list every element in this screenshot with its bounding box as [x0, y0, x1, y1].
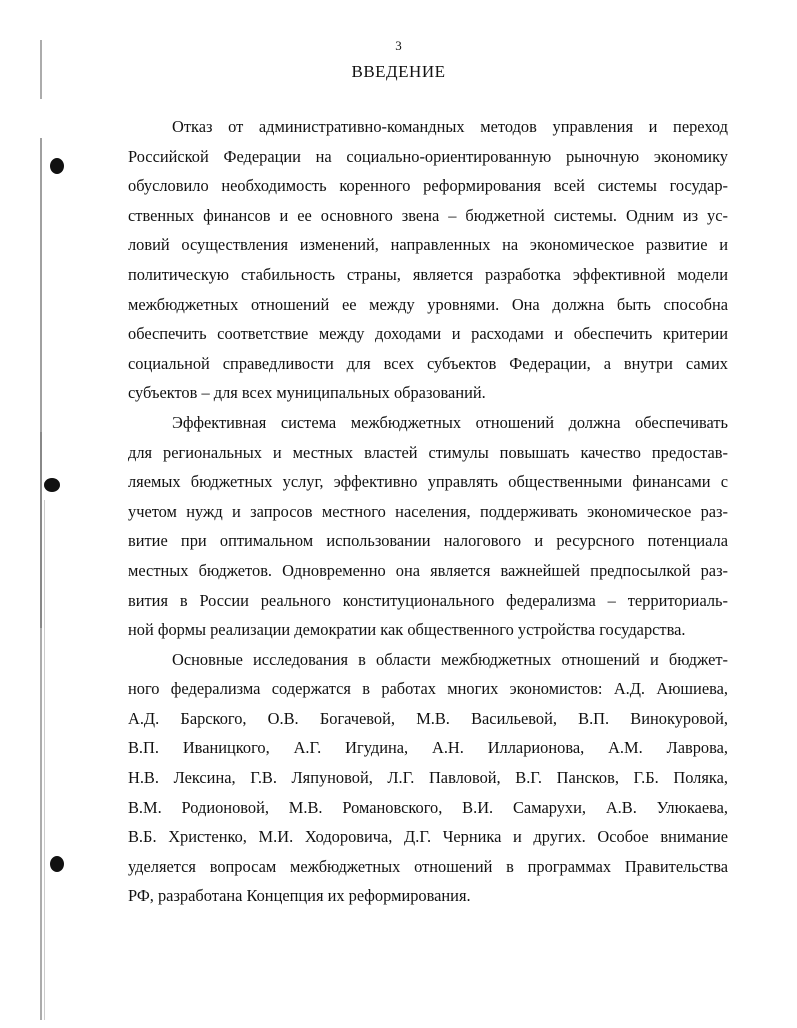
paragraph [128, 112, 728, 408]
text-line: РФ, разработана Концепция их реформирования. [128, 886, 471, 906]
page-number: 3 [395, 38, 402, 53]
scan-edge-artifact [40, 40, 42, 1020]
text-line: межбюджетных отношений ее между уровнями. Она должна быть способна [128, 294, 728, 314]
text-line: местных бюджетов. Одновременно она является важнейшей предпосылкой раз- [128, 560, 728, 580]
text-line: ной формы реализации демократии как общественного устройства государства. [128, 620, 686, 640]
text-line: В.М. Родионовой, М.В. Романовского, В.И. Самарухи, А.В. Улюкаева, [128, 797, 728, 817]
text-line: вития в России реального конституционального федерализма – территориаль- [128, 590, 728, 610]
text-line: Отказ от административно-командных методов управления и переход [172, 117, 728, 136]
text-line: Н.В. Лексина, Г.В. Ляпуновой, Л.Г. Павловой, В.Г. Пансков, Г.Б. Поляка, [128, 768, 728, 788]
text-line: ственных финансов и ее основного звена – бюджетной системы. Одним из ус- [128, 205, 728, 225]
text-line: субъектов – для всех муниципальных образований. [128, 383, 486, 403]
text-line: В.Б. Христенко, М.И. Ходоровича, Д.Г. Черника и других. Особое внимание [128, 827, 728, 847]
text-line: обеспечить соответствие между доходами и расходами и обеспечить критерии [128, 324, 728, 344]
scan-edge-artifact [44, 500, 45, 1020]
text-line: ного федерализма содержатся в работах многих экономистов: А.Д. Аюшиева, [128, 679, 728, 699]
text-line: уделяется вопросам межбюджетных отношений в программах Правительства [128, 856, 728, 876]
paragraph [128, 408, 728, 645]
text-line: А.Д. Барского, О.В. Богачевой, М.В. Васильевой, В.П. Винокуровой, [128, 708, 728, 728]
paragraph [128, 645, 728, 911]
text-line: для региональных и местных властей стимулы повышать качество предостав- [128, 442, 728, 462]
text-line: Российской Федерации на социально-ориентированную рыночную экономику [128, 146, 728, 166]
text-line: Эффективная система межбюджетных отношений должна обеспечивать [172, 412, 728, 432]
punch-hole-mark [44, 478, 60, 492]
text-line: Основные исследования в области межбюджетных отношений и бюджет- [172, 649, 728, 669]
punch-hole-mark [50, 856, 64, 872]
text-line: витие при оптимальном использовании налогового и ресурсного потенциала [128, 531, 728, 551]
body-text [128, 112, 728, 911]
text-line: ляемых бюджетных услуг, эффективно управлять общественными финансами с [128, 472, 728, 492]
text-line: учетом нужд и запросов местного населения, поддерживать экономическое раз- [128, 501, 728, 521]
text-line: ловий осуществления изменений, направленных на экономическое развитие и [128, 235, 728, 255]
text-line: социальной справедливости для всех субъектов Федерации, а внутри самих [128, 353, 728, 373]
text-line: обусловило необходимость коренного реформирования всей системы государ- [128, 176, 728, 196]
text-line: В.П. Иваницкого, А.Г. Игудина, А.Н. Илларионова, А.М. Лаврова, [128, 738, 728, 758]
punch-hole-mark [50, 158, 64, 174]
section-heading: ВВЕДЕНИЕ [351, 62, 446, 81]
text-line: политическую стабильность страны, является разработка эффективной модели [128, 264, 728, 284]
